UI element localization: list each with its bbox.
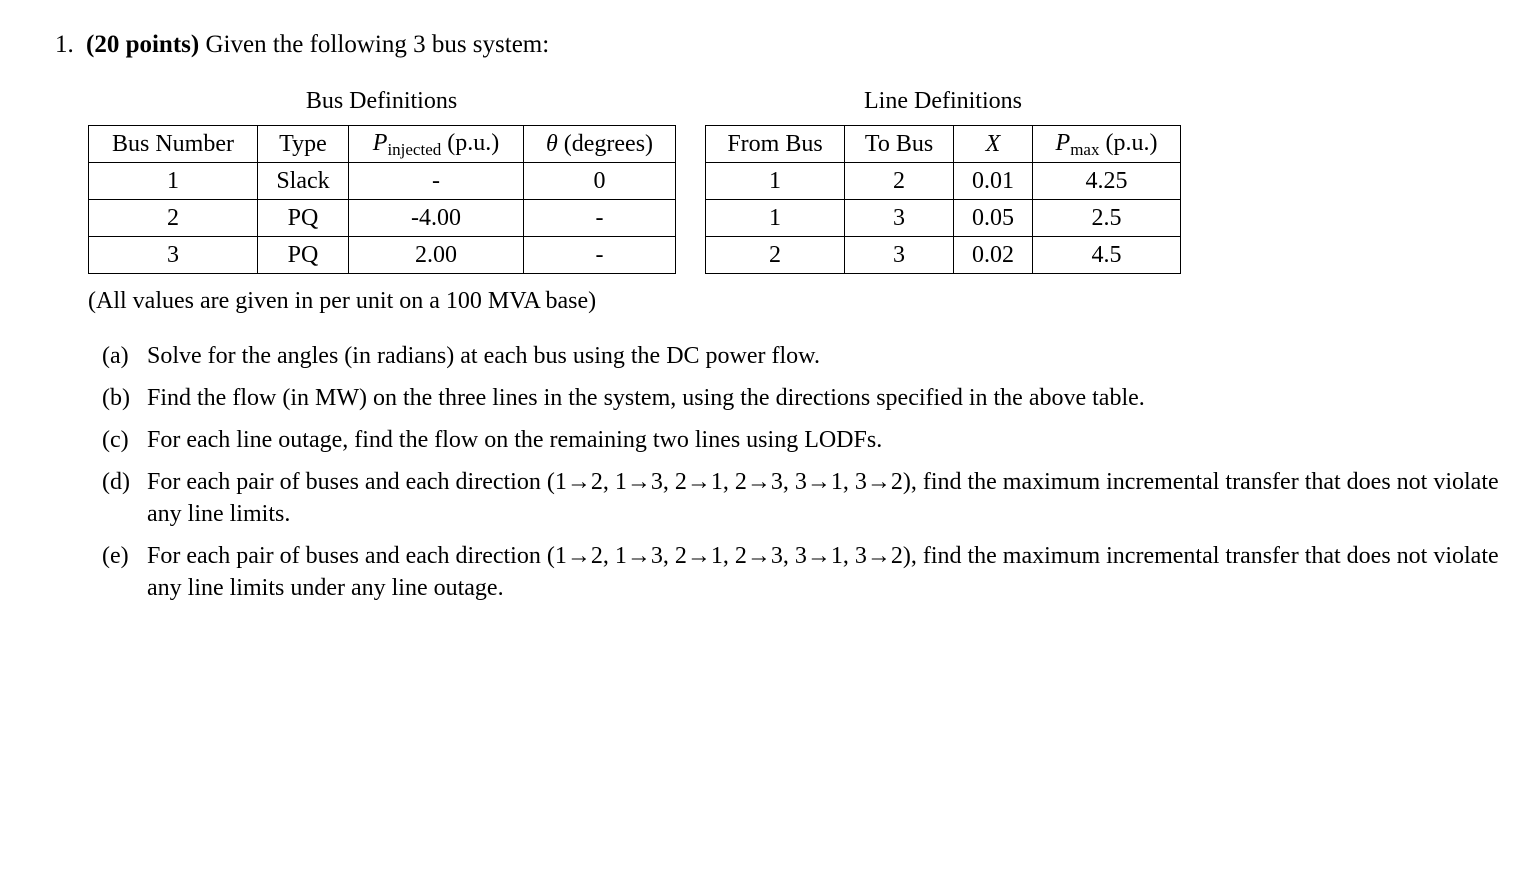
x-symbol: X — [985, 131, 1001, 157]
part-d — [102, 466, 1502, 530]
table-cell: 4.5 — [1033, 237, 1181, 274]
table-cell: 2.00 — [349, 237, 524, 274]
part-label: (e) — [102, 543, 129, 569]
problem-parts — [102, 340, 1502, 614]
part-a — [102, 340, 1502, 372]
table-cell: 3 — [89, 237, 258, 274]
table-cell: 0.01 — [954, 163, 1033, 200]
table-cell: 4.25 — [1033, 163, 1181, 200]
table-cell: 0.05 — [954, 200, 1033, 237]
table-cell: 1 — [706, 200, 845, 237]
problem-intro: Given the following 3 bus system: — [205, 31, 550, 58]
table-cell: 2 — [845, 163, 954, 200]
part-text: Solve for the angles (in radians) at each bus using the DC power flow. — [147, 343, 820, 369]
table-cell: - — [349, 163, 524, 200]
header-p-injected — [349, 126, 524, 163]
table-row — [89, 163, 676, 200]
table-row — [706, 237, 1181, 274]
table-header-row — [706, 126, 1181, 163]
table-cell: Slack — [258, 163, 349, 200]
header-type: Type — [258, 126, 349, 163]
table-cell: 0.02 — [954, 237, 1033, 274]
bus-table-caption: Bus Definitions — [305, 88, 458, 114]
part-c — [102, 424, 1502, 456]
table-cell: 1 — [706, 163, 845, 200]
per-unit-note: (All values are given in per unit on a 100 MVA base) — [88, 288, 597, 314]
p-unit: (p.u.) — [447, 130, 500, 156]
part-b — [102, 382, 1502, 414]
pmax-subscript: max — [1070, 140, 1100, 159]
table-cell: 3 — [845, 200, 954, 237]
bus-definitions-table — [88, 125, 676, 274]
theta-unit: (degrees) — [563, 131, 654, 157]
table-header-row — [89, 126, 676, 163]
header-from-bus: From Bus — [706, 126, 845, 163]
table-cell: 2 — [89, 200, 258, 237]
table-cell: 1 — [89, 163, 258, 200]
p-subscript: injected — [387, 140, 442, 159]
theta-symbol: θ — [545, 131, 558, 157]
table-row — [89, 237, 676, 274]
table-cell: 3 — [845, 237, 954, 274]
header-theta — [524, 126, 676, 163]
problem-number: 1. — [55, 31, 74, 58]
header-to-bus: To Bus — [845, 126, 954, 163]
line-definitions-table — [705, 125, 1181, 274]
line-table-caption: Line Definitions — [864, 88, 1022, 114]
pmax-symbol: P — [1055, 130, 1071, 156]
table-cell: PQ — [258, 237, 349, 274]
p-symbol: P — [372, 130, 388, 156]
table-row — [89, 200, 676, 237]
part-label: (b) — [102, 385, 130, 411]
part-text: For each pair of buses and each direction (1→2, 1→3, 2→1, 2→3, 3→1, 3→2), find the maximum incremental transfer that does not violate any line limits. — [147, 469, 1499, 527]
part-e — [102, 540, 1502, 604]
header-x — [954, 126, 1033, 163]
header-pmax — [1033, 126, 1181, 163]
table-cell: -4.00 — [349, 200, 524, 237]
part-label: (d) — [102, 469, 130, 495]
part-text: For each line outage, find the flow on the remaining two lines using LODFs. — [147, 427, 883, 453]
problem-heading — [55, 30, 549, 60]
table-cell: 2.5 — [1033, 200, 1181, 237]
header-bus-number: Bus Number — [89, 126, 258, 163]
table-cell: - — [524, 200, 676, 237]
table-cell: - — [524, 237, 676, 274]
table-cell: PQ — [258, 200, 349, 237]
part-text: For each pair of buses and each direction (1→2, 1→3, 2→1, 2→3, 3→1, 3→2), find the maximum incremental transfer that does not violate any line limits under any line outage. — [147, 543, 1499, 601]
table-row — [706, 163, 1181, 200]
part-text: Find the flow (in MW) on the three lines in the system, using the directions specified in the above table. — [147, 385, 1145, 411]
table-cell: 2 — [706, 237, 845, 274]
problem-points: (20 points) — [86, 31, 200, 58]
part-label: (a) — [102, 343, 129, 369]
table-row — [706, 200, 1181, 237]
pmax-unit: (p.u.) — [1105, 130, 1158, 156]
part-label: (c) — [102, 427, 129, 453]
table-cell: 0 — [524, 163, 676, 200]
